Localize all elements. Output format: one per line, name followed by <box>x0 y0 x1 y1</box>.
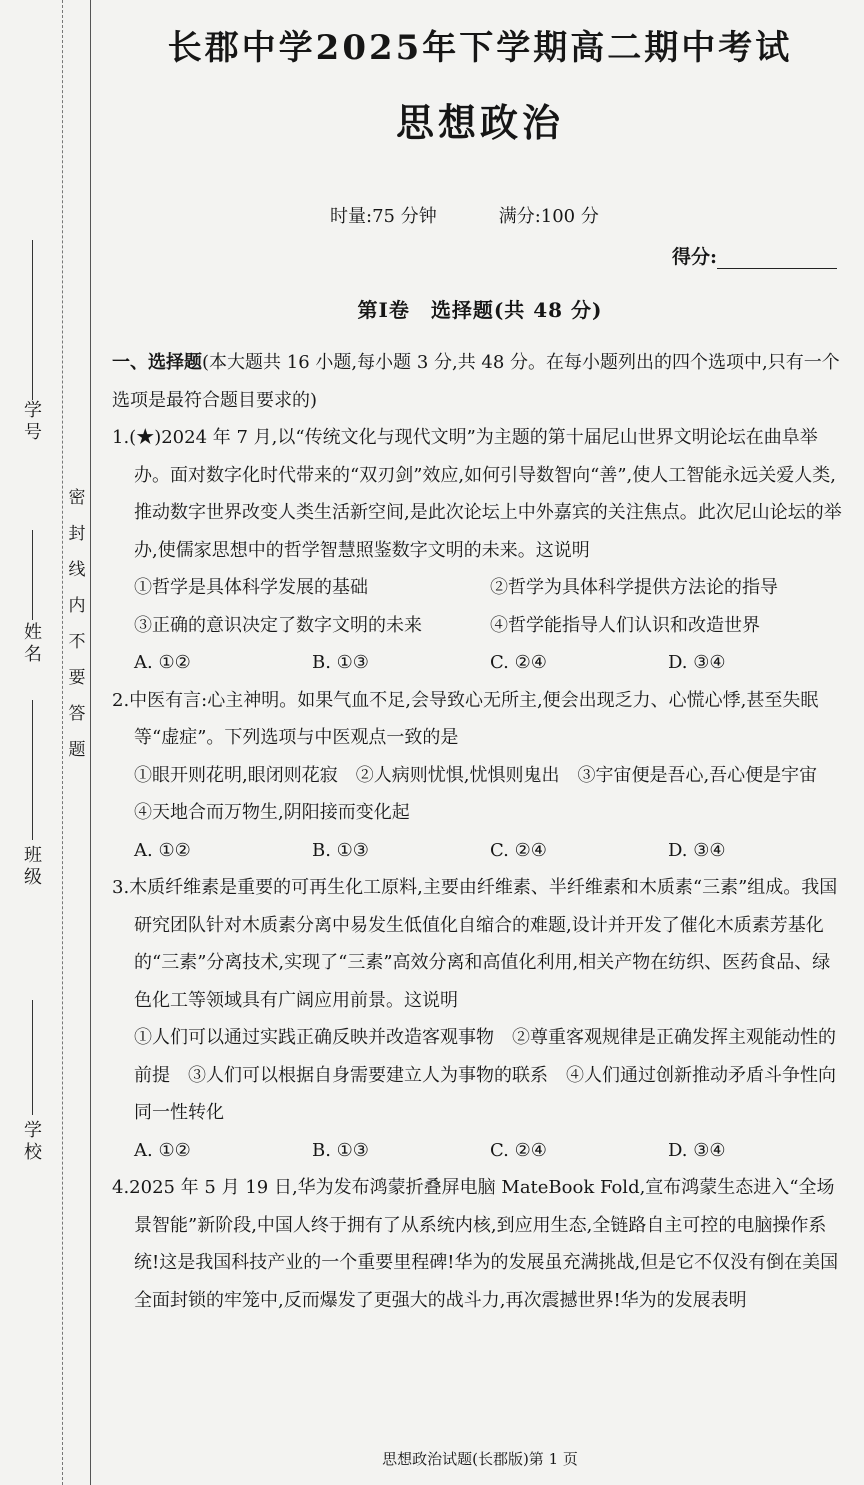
question-4-stem: 4.2025 年 5 月 19 日,华为发布鸿蒙折叠屏电脑 MateBook Fold,宣布鸿蒙生态进入“全场景智能”新阶段,中国人终于拥有了从系统内核,到应用生态,全链路自主可控的电脑操作系统!这是我国科技产业的一个重要里程碑!华为的发展虽充满挑战,但是它不仅没有倒在美国全面封锁的牢笼中,反而爆发了更强大的战斗力,再次震撼世界!华为的发展表明 <box>112 1177 839 1311</box>
question-1-answers <box>112 644 846 682</box>
school-label: 学校 <box>24 1120 42 1163</box>
exam-full-score: 满分:100 分 <box>498 206 599 227</box>
score-field <box>672 242 837 269</box>
question-1-option-3: ③正确的意识决定了数字文明的未来 <box>134 614 422 636</box>
school-title: 长郡中学2025年下学期高二期中考试 <box>167 28 793 68</box>
question-1-option-1: ①哲学是具体科学发展的基础 <box>134 577 368 598</box>
exam-time: 时量:75 分钟 <box>330 206 437 227</box>
score-label: 得分: <box>672 246 718 268</box>
subject-title: 思想政治 <box>395 100 564 145</box>
question-3-options: ①人们可以通过实践正确反映并改造客观事物 ②尊重客观规律是正确发挥主观能动性的前提 ③人们可以根据自身需要建立人为事物的联系 ④人们通过创新推动矛盾斗争性向同一性转化 <box>134 1027 836 1123</box>
instructions <box>112 344 846 419</box>
answer-choice[interactable]: A. ①② <box>134 652 191 673</box>
class-label: 班级 <box>24 845 42 888</box>
class-blank[interactable] <box>32 700 33 840</box>
question-list <box>112 344 846 1319</box>
name-label: 姓名 <box>24 622 42 665</box>
exam-meta <box>330 202 661 228</box>
student-id-blank[interactable] <box>32 240 33 400</box>
question-1-option-4: ④哲学能指导人们认识和改造世界 <box>490 614 760 636</box>
answer-choice[interactable]: C. ②④ <box>490 1139 547 1161</box>
question-2-options: ①眼开则花明,眼闭则花寂 ②人病则忧惧,忧惧则鬼出 ③宇宙便是吾心,吾心便是宇宙 ④天地合而万物生,阴阳接而变化起 <box>134 764 836 823</box>
question-1-options-row-1 <box>112 569 846 607</box>
instructions-head: 一、选择题 <box>112 352 202 373</box>
seal-dashed-line <box>62 0 63 1485</box>
question-1-stem: 1.(★)2024 年 7 月,以“传统文化与现代文明”为主题的第十届尼山世界文明论坛在曲阜举办。面对数字化时代带来的“双刃剑”效应,如何引导数智向“善”,使人工智能永远关爱人类,推动数字世界改变人类生活新空间,是此次论坛上中外嘉宾的关注焦点。此次尼山论坛的举办,使儒家思想中的哲学智慧照鉴数字文明的未来。这说明 <box>112 427 842 561</box>
section-title: 第Ⅰ卷 选择题(共 48 分) <box>357 298 603 322</box>
school-blank[interactable] <box>32 1000 33 1115</box>
question-2-answers <box>112 832 846 870</box>
answer-choice[interactable]: C. ②④ <box>490 839 547 861</box>
page-footer: 思想政治试题(长郡版)第 1 页 <box>382 1450 578 1468</box>
answer-choice[interactable]: C. ②④ <box>490 652 547 673</box>
answer-choice[interactable]: B. ①③ <box>312 652 369 673</box>
instructions-text: (本大题共 16 小题,每小题 3 分,共 48 分。在每小题列出的四个选项中,只有一个选项是最符合题目要求的) <box>112 352 840 411</box>
student-id-label: 学号 <box>24 400 42 443</box>
answer-choice[interactable]: A. ①② <box>134 1139 191 1161</box>
seal-notice: 密封线内不要答题 <box>68 488 86 760</box>
answer-choice[interactable]: D. ③④ <box>668 1139 726 1161</box>
binding-margin <box>0 0 96 1485</box>
question-3-answers <box>112 1132 846 1170</box>
answer-choice[interactable]: B. ①③ <box>312 839 369 861</box>
question-1-option-2: ②哲学为具体科学提供方法论的指导 <box>490 577 778 598</box>
question-1-options-row-2 <box>112 607 846 645</box>
seal-solid-line <box>90 0 91 1485</box>
score-blank[interactable] <box>717 247 837 269</box>
question-2-stem: 2.中医有言:心主神明。如果气血不足,会导致心无所主,便会出现乏力、心慌心悸,甚至失眠等“虚症”。下列选项与中医观点一致的是 <box>112 689 819 748</box>
answer-choice[interactable]: A. ①② <box>134 839 191 861</box>
answer-choice[interactable]: D. ③④ <box>668 652 726 673</box>
name-blank[interactable] <box>32 530 33 620</box>
answer-choice[interactable]: D. ③④ <box>668 839 726 861</box>
answer-choice[interactable]: B. ①③ <box>312 1139 369 1161</box>
question-3-stem: 3.木质纤维素是重要的可再生化工原料,主要由纤维素、半纤维素和木质素“三素”组成。我国研究团队针对木质素分离中易发生低值化自缩合的难题,设计并开发了催化木质素芳基化的“三素”分离技术,实现了“三素”高效分离和高值化利用,相关产物在纺织、医药食品、绿色化工等领域具有广阔应用前景。这说明 <box>112 877 838 1011</box>
